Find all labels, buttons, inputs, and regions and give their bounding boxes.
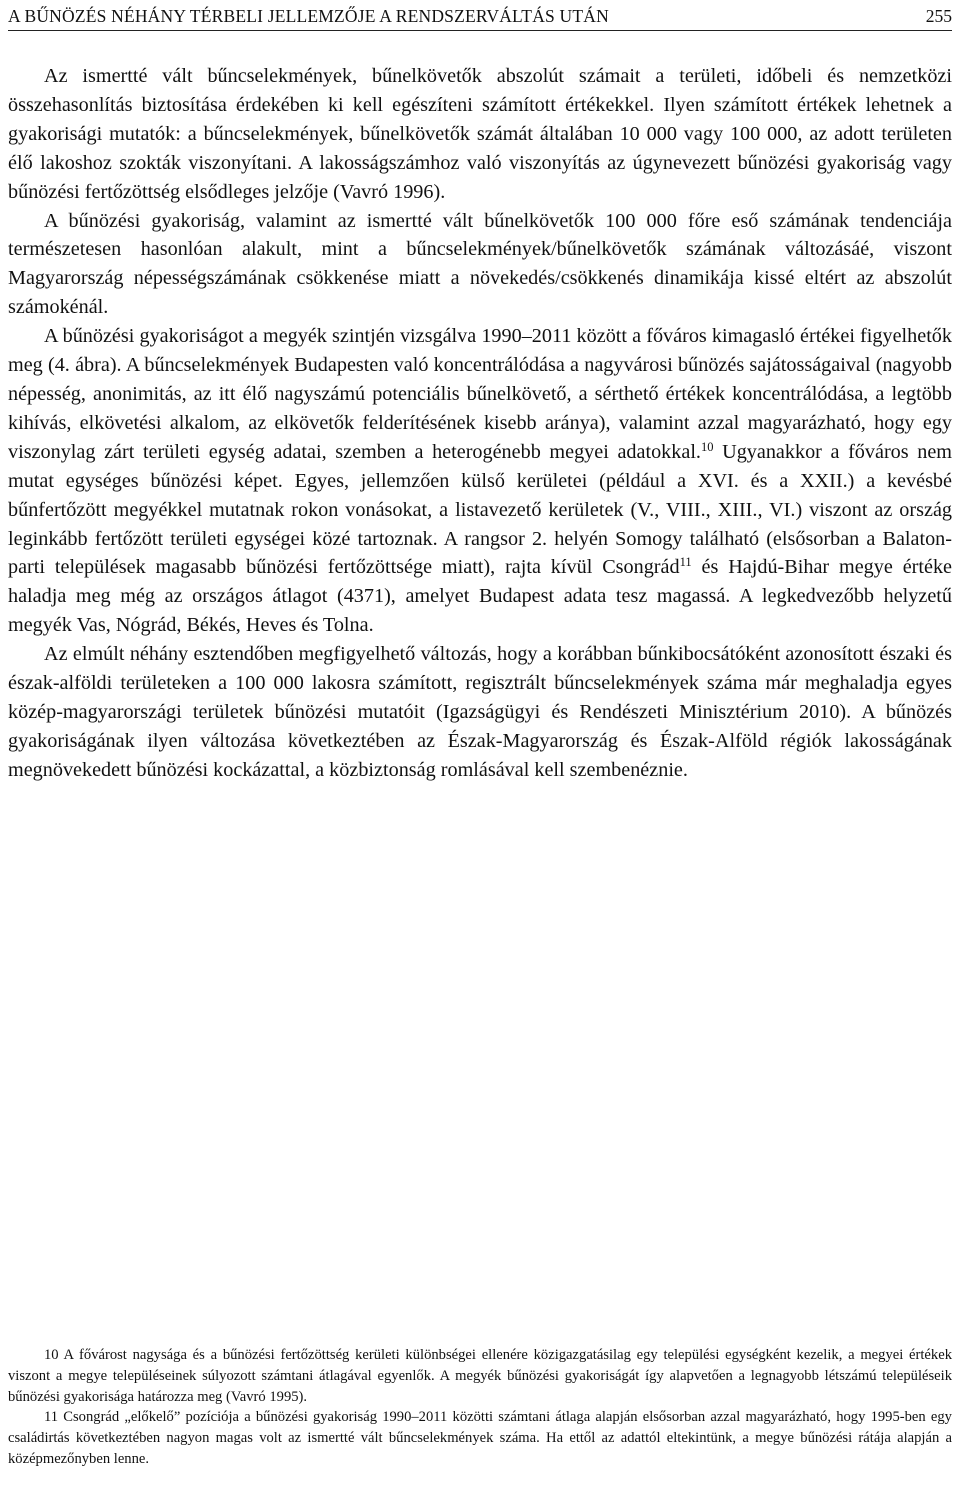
running-title: A BŰNÖZÉS NÉHÁNY TÉRBELI JELLEMZŐJE A RENDSZERVÁLTÁS UTÁN	[8, 6, 609, 26]
footnote	[8, 1407, 952, 1469]
footnote-reference: 10	[700, 439, 714, 454]
footnote-text: Csongrád „előkelő” pozíciója a bűnözési gyakoriság 1990–2011 közötti számtani átlaga alapján elsősorban azzal magyarázható, hogy 1995-ben egy családirtás következtében nagyon magas volt az ismertté vált bűncselekmények száma. Ha ettől az adattól eltekintünk, a megye bűnözési rátája alapján a középmezőnyben lenne.	[8, 1409, 952, 1467]
paragraph: A bűnözési gyakoriság, valamint az ismertté vált bűnelkövetők 100 000 főre eső számának tendenciája természetesen hasonlóan alakult, mint a bűncselekmények/bűnelkövetők számának változásáé, viszont Magyarország népességszámának csökkenése miatt a növekedés/csökkenés dinamikája kissé eltért az abszolút számokénál.	[8, 209, 952, 319]
footnotes	[8, 1345, 952, 1470]
running-header	[8, 2, 952, 31]
paragraph-text: Ugyanakkor a főváros nem mutat egységes bűnözési képet. Egyes, jellemzően külső kerületei (például a XVI. és a XXII.) a kevésbé bűnfertőzött megyékkel mutatnak rokon vonásokat, a listavezető kerületek (V., VIII., XIII., VI.) viszont az ország leginkább fertőzött területi egységei közé tartoznak. A rangsor 2. helyén Somogy található (elsősorban a Balaton-parti települések magasabb bűnözési fertőzöttsége miatt), rajta kívül Csongrád	[8, 440, 953, 579]
footnote-reference: 11	[679, 555, 692, 570]
footnote-number: 11	[44, 1409, 59, 1426]
footnote-text: A fővárost nagysága és a bűnözési fertőzöttség kerületi különbségei ellenére közigazgatásilag egy települési egységként kezelik, a megyei értékek viszont a megye településeinek súlyozott számtani átlagával egyenlők. A megyék bűnözési gyakoriságát így alapvetően a legnagyobb létszámú településeik bűnözési gyakorisága határozza meg (Vavró 1995).	[8, 1347, 952, 1405]
paragraph-text: és Hajdú-Bihar megye értéke haladja meg még az országos átlagot (4371), amelyet Budapest adata tesz magassá. A legkedvezőbb helyzetű megyék Vas, Nógrád, Békés, Heves és Tolna.	[8, 556, 953, 637]
footnote-number: 10	[44, 1347, 59, 1363]
paragraph	[8, 322, 952, 640]
footnote	[8, 1345, 952, 1407]
page-number: 255	[925, 6, 952, 26]
paragraph: Az elmúlt néhány esztendőben megfigyelhető változás, hogy a korábban bűnkibocsátóként azonosított északi és észak-alföldi területeken a 100 000 lakosra számított, regisztrált bűncselekmények száma már meghaladja egyes közép-magyarországi területek bűnözési mutatóit (Igazságügyi és Rendészeti Minisztérium 2010). A bűnözés gyakoriságának ilyen változása következtében az Észak-Magyarország és Észak-Alföld régiók lakosságának megnövekedett bűnözési kockázattal, a közbiztonság romlásával kell szembenéznie.	[8, 643, 952, 781]
main-text	[8, 62, 952, 785]
paragraph: Az ismertté vált bűncselekmények, bűnelkövetők abszolút számait a területi, időbeli és nemzetközi összehasonlítás biztosítása érdekében ki kell egészíteni számított értékekkel. Ilyen számított értékek lehetnek a gyakorisági mutatók: a bűncselekmények, bűnelkövetők számát általában 10 000 vagy 100 000, az adott területen élő lakoshoz szokták viszonyítani. A lakosságszámhoz való viszonyítás az úgynevezett bűnözési gyakoriság vagy bűnözési fertőzöttség elsődleges jelzője (Vavró 1996).	[8, 65, 952, 203]
paragraph-text: A bűnözési gyakoriságot a megyék szintjén vizsgálva 1990–2011 között a főváros kimagasló értékei figyelhetők meg (4. ábra). A bűncselekmények Budapesten való koncentrálódása a nagyvárosi bűnözés sajátosságaival (nagyobb népesség, anonimitás, az itt élő nagyszámú potenciális bűnelkövető, a sérthető értékek koncentrálódása, a legtöbb kihívás, elkövetési alkalom, az elkövetők felderítésének kisebb aránya), valamint azzal magyarázható, hogy egy viszonylag zárt területi egység adatai, szemben a heterogénebb megyei adatokkal.	[8, 325, 952, 463]
